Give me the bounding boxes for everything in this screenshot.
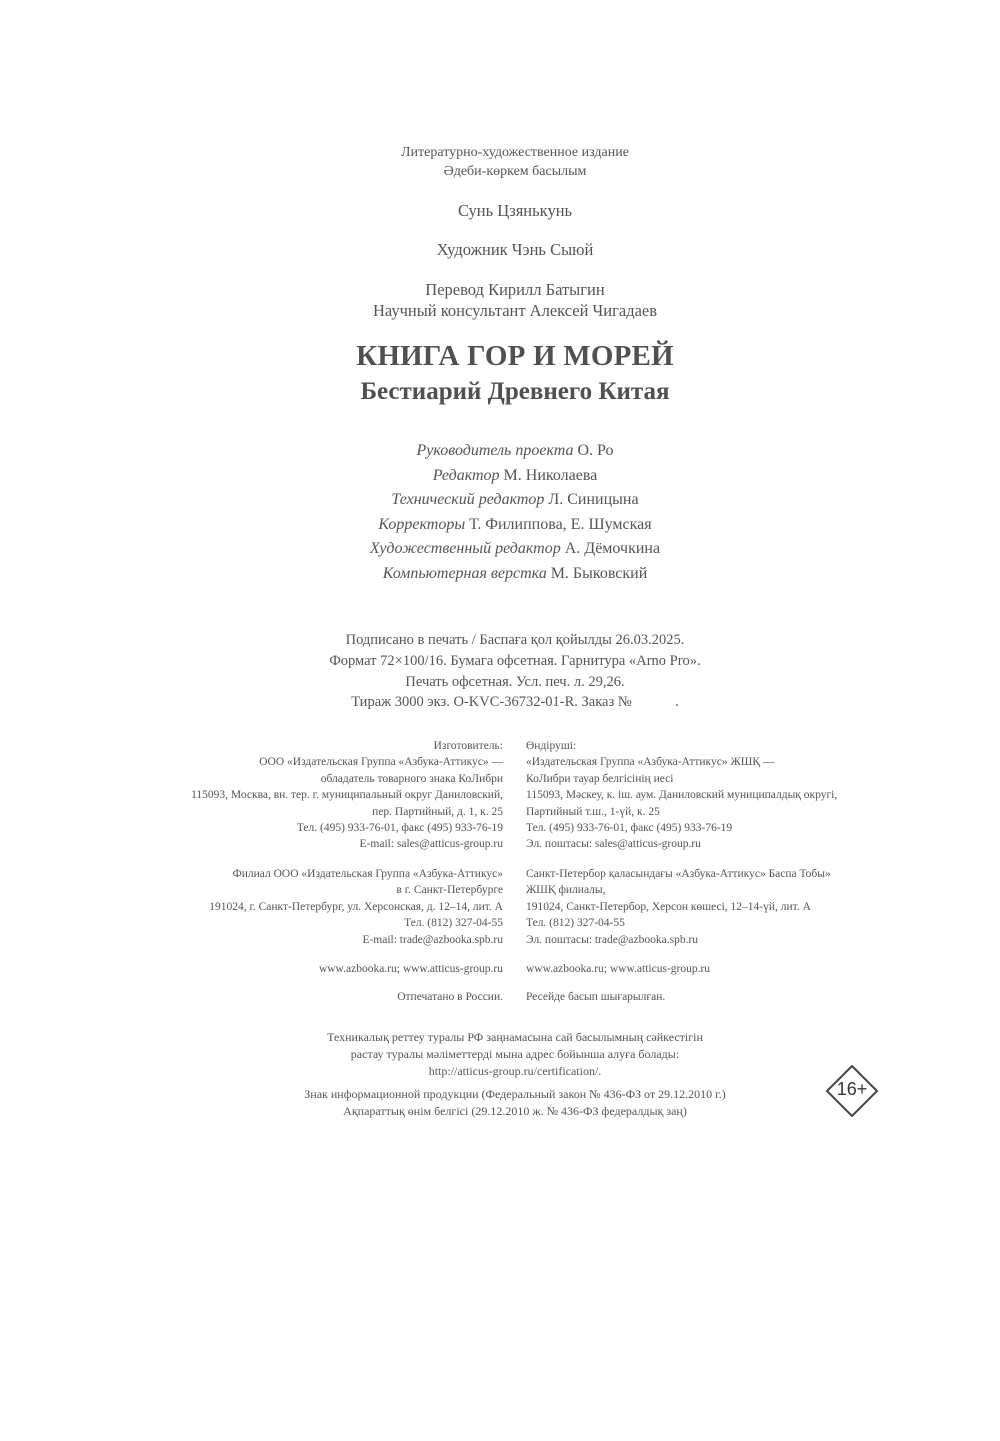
manufacturer-kz-line: КоЛибри тауар белгісінің иесі <box>526 772 674 785</box>
branch-kz-line: Санкт-Петербор қаласындағы «Азбука-Аттикус» Баспа Тобы» <box>526 868 831 880</box>
staff-list <box>0 439 1000 587</box>
staff-person: М. Быковский <box>550 564 648 582</box>
certification-line: растау туралы мәліметтерді мына адрес бойынша алуға болады: <box>350 1047 680 1062</box>
edition-type <box>0 145 1000 180</box>
branch-ru <box>209 866 503 948</box>
illustrator-credit: Художник Чэнь Сыюй <box>436 240 594 259</box>
imprint-line: Тираж 3000 экз. O-KVC-36732-01-R. Заказ № . <box>351 694 679 711</box>
staff-role: Редактор <box>432 466 500 484</box>
manufacturer-kz-line: 115093, Мәскеу, к. іш. аум. Даниловский муниципалдық округі, <box>526 789 838 802</box>
branch-ru-line: 191024, г. Санкт-Петербург, ул. Херсонская, д. 12–14, лит. А <box>209 900 503 913</box>
branch-kz-line: Эл. поштасы: trade@azbooka.spb.ru <box>526 933 699 946</box>
staff-role: Компьютерная верстка <box>382 564 547 582</box>
manufacturer-kz-line: Тел. (495) 933-76-01, факс (495) 933-76-19 <box>526 822 733 835</box>
printed-in-kz: Ресейде басып шығарылған. <box>526 991 666 1003</box>
websites-kz[interactable]: www.azbooka.ru; www.atticus-group.ru <box>526 963 711 975</box>
branch-ru-line: Тел. (812) 327-04-55 <box>404 917 503 930</box>
manufacturer-ru-line: пер. Партийный, д. 1, к. 25 <box>372 805 503 818</box>
manufacturer-kz <box>526 738 837 853</box>
manufacturer-kz-line: Партийный т.ш., 1-үй, к. 25 <box>526 805 660 818</box>
branch-ru-line: E-mail: trade@azbooka.spb.ru <box>362 933 503 946</box>
manufacturer-ru-line: Тел. (495) 933-76-01, факс (495) 933-76-19 <box>296 822 503 835</box>
staff-role: Руководитель проекта <box>416 442 574 459</box>
imprint-block <box>0 630 1000 713</box>
staff-row <box>0 488 1000 513</box>
translator-block <box>0 280 1000 321</box>
manufacturer-kz-line: Өндіруші: <box>526 740 577 752</box>
staff-person: А. Дёмочкина <box>564 540 661 558</box>
branch-kz-line: 191024, Санкт-Петербор, Херсон көшесі, 12–14-үй, лит. А <box>526 900 811 913</box>
manufacturer-ru-line: Изготовитель: <box>433 740 503 752</box>
staff-person: М. Николаева <box>503 466 598 484</box>
branch-kz <box>526 866 831 948</box>
edition-type-kz: Әдеби-көркем басылым <box>443 164 587 179</box>
staff-person: Л. Синицына <box>548 491 639 509</box>
author-name: Сунь Цзянькунь <box>457 201 573 220</box>
staff-role: Корректоры <box>378 515 466 533</box>
staff-row <box>0 537 1000 562</box>
imprint-line: Печать офсетная. Усл. печ. л. 29,26. <box>405 673 625 690</box>
staff-row <box>0 439 1000 464</box>
certification-link[interactable]: http://atticus-group.ru/certification/. <box>428 1064 602 1079</box>
book-title: КНИГА ГОР И МОРЕЙ <box>356 340 674 372</box>
manufacturer-ru <box>191 738 503 853</box>
translator-credit: Перевод Кирилл Батыгин <box>425 280 605 299</box>
branch-kz-line: Тел. (812) 327-04-55 <box>526 917 625 930</box>
manufacturer-ru-line: 115093, Москва, вн. тер. г. муниципальный округ Даниловский, <box>191 789 503 802</box>
manufacturer-kz-line: «Издательская Группа «Азбука-Аттикус» ЖШҚ — <box>526 756 775 769</box>
imprint-line: Подписано в печать / Баспаға қол қойылды 26.03.2025. <box>345 632 685 648</box>
staff-row <box>0 513 1000 538</box>
age-rating-badge <box>826 1065 878 1117</box>
branch-ru-line: в г. Санкт-Петербурге <box>396 884 503 897</box>
manufacturer-ru-line: обладатель товарного знака КоЛибри <box>320 772 503 785</box>
age-rating-label: 16+ <box>836 1079 868 1099</box>
consultant-credit: Научный консультант Алексей Чигадаев <box>372 301 658 320</box>
manufacturer-ru-line: ООО «Издательская Группа «Азбука-Аттикус» — <box>259 756 503 769</box>
book-subtitle: Бестиарий Древнего Китая <box>360 378 670 405</box>
staff-person: Т. Филиппова, Е. Шумская <box>469 515 652 533</box>
info-sign-line: Знак информационной продукции (Федеральный закон № 436-ФЗ от 29.12.2010 г.) <box>304 1087 726 1101</box>
staff-row <box>0 464 1000 489</box>
staff-person: О. Ро <box>577 442 614 459</box>
staff-role: Технический редактор <box>391 491 545 509</box>
staff-role: Художественный редактор <box>369 540 561 558</box>
manufacturer-ru-line: E-mail: sales@atticus-group.ru <box>359 838 503 851</box>
printed-in-ru: Отпечатано в России. <box>397 991 503 1003</box>
branch-kz-line: ЖШҚ филиалы, <box>526 884 606 897</box>
info-sign-line: Ақпараттық өнім белгісі (29.12.2010 ж. № 436-ФЗ федералдық заң) <box>343 1104 687 1119</box>
edition-type-ru: Литературно-художественное издание <box>401 145 629 160</box>
staff-row <box>0 562 1000 587</box>
imprint-line: Формат 72×100/16. Бумага офсетная. Гарнитура «Arno Pro». <box>329 652 701 669</box>
manufacturer-kz-line: Эл. поштасы: sales@atticus-group.ru <box>526 838 701 851</box>
branch-ru-line: Филиал ООО «Издательская Группа «Азбука-Аттикус» <box>232 868 503 880</box>
certification-line: Техникалық реттеу туралы РФ заңнамасына сай басылымның сәйкестігін <box>327 1030 703 1044</box>
websites-ru[interactable]: www.azbooka.ru; www.atticus-group.ru <box>318 963 503 975</box>
